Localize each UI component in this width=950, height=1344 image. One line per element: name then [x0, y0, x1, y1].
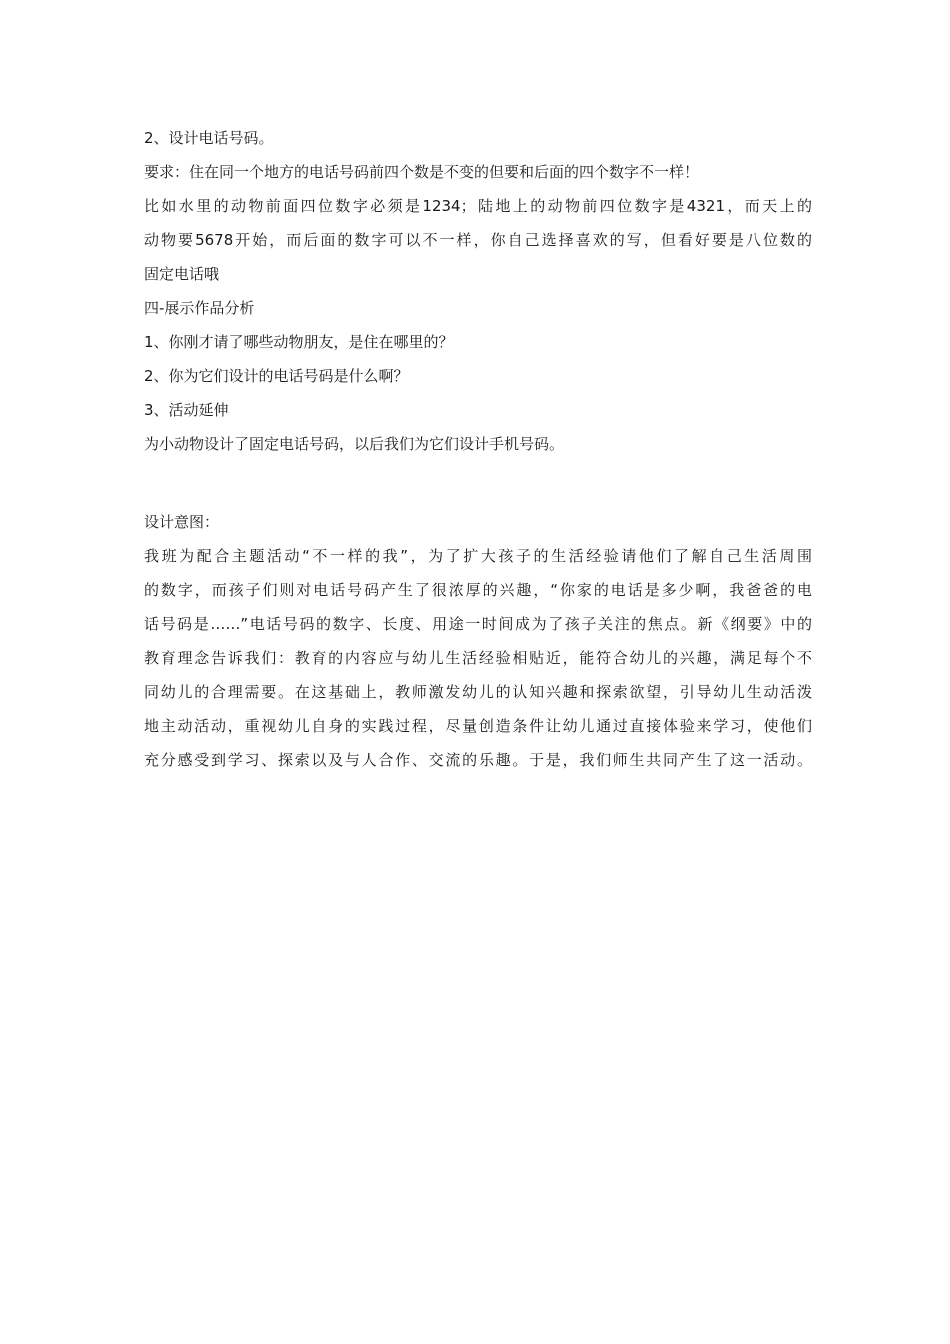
- design-intent-section: [144, 505, 812, 777]
- example-line-2: 动物要5678开始，而后面的数字可以不一样，你自己选择喜欢的写，但看好要是八位数的: [144, 231, 812, 249]
- design-intent-line-3: 话号码是……”电话号码的数字、长度、用途一时间成为了孩子关注的焦点。新《纲要》中的: [144, 615, 812, 633]
- extension-text: 为小动物设计了固定电话号码，以后我们为它们设计手机号码。: [144, 435, 565, 453]
- example-line-3: 固定电话哦: [144, 265, 220, 283]
- activity-steps-section: [144, 121, 812, 461]
- question-2: 2、你为它们设计的电话号码是什么啊？: [144, 367, 409, 385]
- example-line-1: 比如水里的动物前面四位数字必须是1234；陆地上的动物前四位数字是4321，而天上的: [144, 197, 812, 215]
- question-1: 1、你刚才请了哪些动物朋友，是住在哪里的？: [144, 333, 454, 351]
- design-intent-line-6: 地主动活动，重视幼儿自身的实践过程，尽量创造条件让幼儿通过直接体验来学习，使他们: [144, 717, 812, 735]
- requirement-line: 要求：住在同一个地方的电话号码前四个数是不变的但要和后面的四个数字不一样！: [144, 163, 700, 181]
- step-heading-design-phone: 2、设计电话号码。: [144, 129, 274, 147]
- design-intent-line-5: 同幼儿的合理需要。在这基础上，教师激发幼儿的认知兴趣和探索欲望，引导幼儿生动活泼: [144, 683, 812, 701]
- design-intent-line-2: 的数字，而孩子们则对电话号码产生了很浓厚的兴趣，“你家的电话是多少啊，我爸爸的电: [144, 581, 812, 599]
- design-intent-line-4: 教育理念告诉我们：教育的内容应与幼儿生活经验相贴近，能符合幼儿的兴趣，满足每个不: [144, 649, 812, 667]
- design-intent-line-7: 充分感受到学习、探索以及与人合作、交流的乐趣。于是，我们师生共同产生了这一活动。: [144, 751, 812, 769]
- section-heading-showcase: 四-展示作品分析: [144, 299, 255, 317]
- design-intent-heading: 设计意图：: [144, 513, 220, 531]
- design-intent-line-1: 我班为配合主题活动“不一样的我”，为了扩大孩子的生活经验请他们了解自己生活周围: [144, 547, 812, 565]
- step-heading-extension: 3、活动延伸: [144, 401, 229, 419]
